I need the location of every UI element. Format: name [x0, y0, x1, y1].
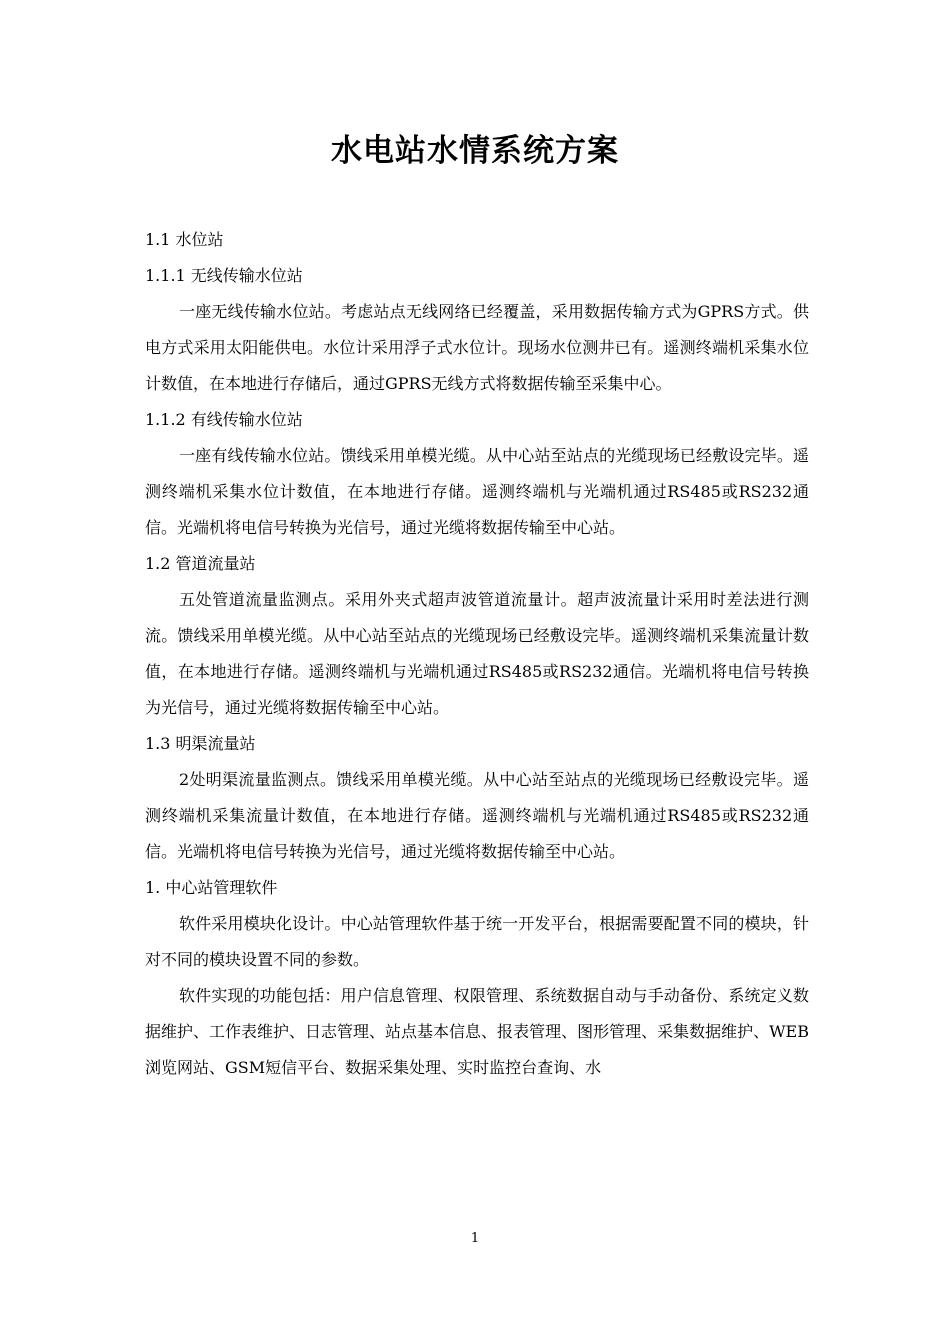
section-heading: 1.1.2 有线传输水位站	[145, 410, 303, 429]
body-paragraph: 2处明渠流量监测点。馈线采用单模光缆。从中心站至站点的光缆现场已经敷设完毕。遥测终端机采集流量计数值，在本地进行存储。遥测终端机与光端机通过RS485或RS232通信。光端机将电信号转换为光信号，通过光缆将数据传输至中心站。	[145, 770, 809, 861]
body-paragraph: 五处管道流量监测点。采用外夹式超声波管道流量计。超声波流量计采用时差法进行测流。馈线采用单模光缆。从中心站至站点的光缆现场已经敷设完毕。遥测终端机采集流量计数值，在本地进行存储。遥测终端机与光端机通过RS485或RS232通信。光端机将电信号转换为光信号，通过光缆将数据传输至中心站。	[145, 590, 809, 717]
section-heading: 1.3 明渠流量站	[145, 734, 256, 753]
document-body	[145, 222, 809, 1086]
section-heading: 1.1.1 无线传输水位站	[145, 266, 303, 285]
section-heading: 1. 中心站管理软件	[145, 878, 278, 897]
page-number: 1	[470, 1231, 480, 1246]
section-heading: 1.1 水位站	[145, 230, 224, 249]
body-paragraph: 一座无线传输水位站。考虑站点无线网络已经覆盖，采用数据传输方式为GPRS方式。供电方式采用太阳能供电。水位计采用浮子式水位计。现场水位测井已有。遥测终端机采集水位计数值，在本地进行存储后，通过GPRS无线方式将数据传输至采集中心。	[145, 302, 809, 393]
section-heading: 1.2 管道流量站	[145, 554, 256, 573]
body-paragraph: 一座有线传输水位站。馈线采用单模光缆。从中心站至站点的光缆现场已经敷设完毕。遥测终端机采集水位计数值，在本地进行存储。遥测终端机与光端机通过RS485或RS232通信。光端机将电信号转换为光信号，通过光缆将数据传输至中心站。	[145, 446, 809, 537]
document-title: 水电站水情系统方案	[331, 133, 619, 169]
body-paragraph: 软件实现的功能包括：用户信息管理、权限管理、系统数据自动与手动备份、系统定义数据维护、工作表维护、日志管理、站点基本信息、报表管理、图形管理、采集数据维护、WEB浏览网站、GSM短信平台、数据采集处理、实时监控台查询、水	[145, 986, 809, 1077]
body-paragraph: 软件采用模块化设计。中心站管理软件基于统一开发平台，根据需要配置不同的模块，针对不同的模块设置不同的参数。	[145, 914, 809, 969]
